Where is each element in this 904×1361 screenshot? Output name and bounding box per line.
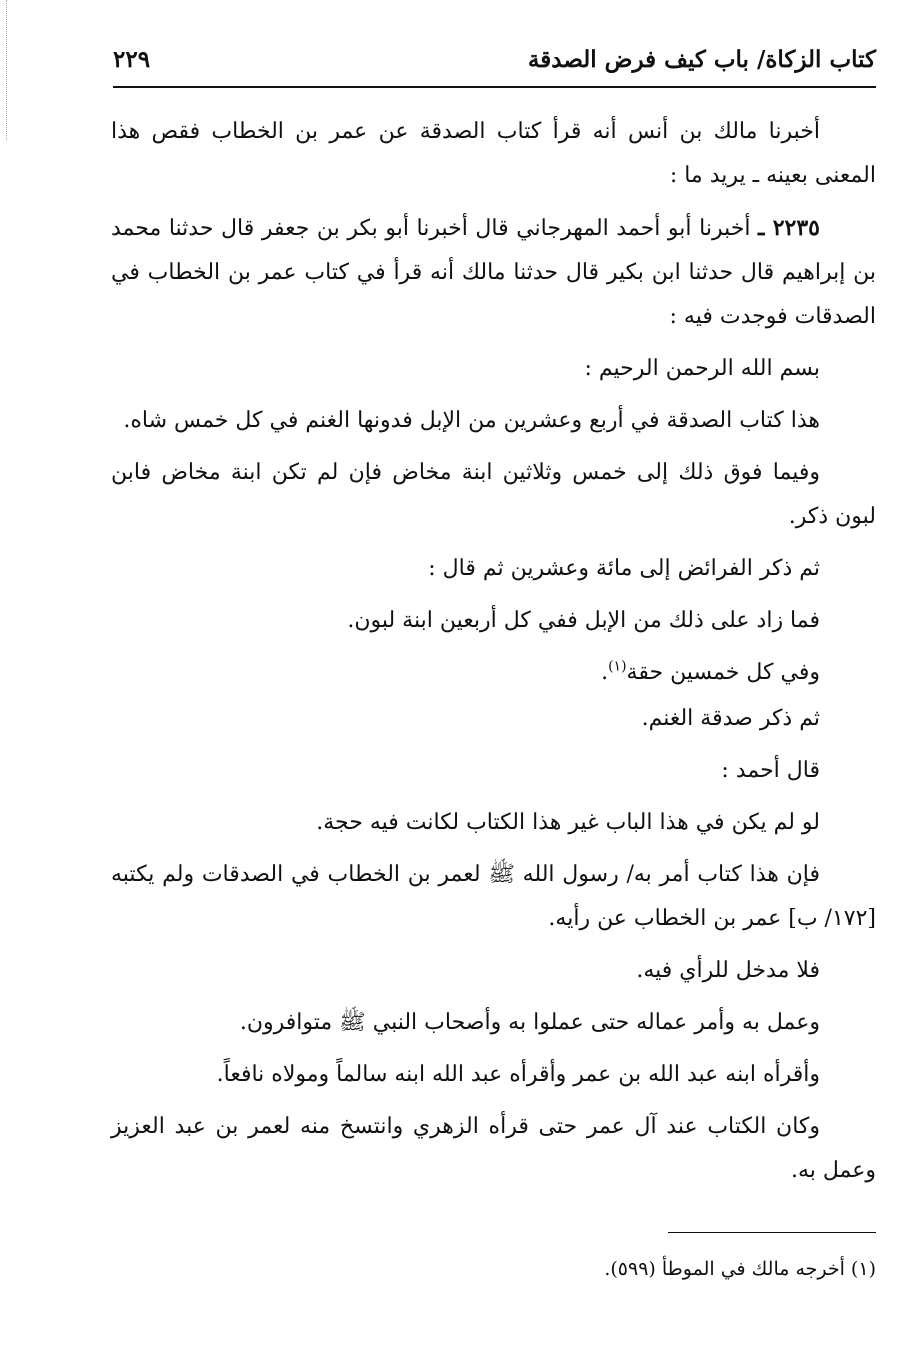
paragraph: لو لم يكن في هذا الباب غير هذا الكتاب لكانت فيه حجة. <box>316 810 820 835</box>
paragraph: هذا كتاب الصدقة في أربع وعشرين من الإبل فدونها الغنم في كل خمس شاه. <box>123 408 820 433</box>
hadith-number: ٢٢٣٥ ـ <box>758 215 820 241</box>
paragraph: ثم ذكر الفرائض إلى مائة وعشرين ثم قال : <box>428 556 820 581</box>
hadith-paragraph: ٢٢٣٥ ـ أخبرنا أبو أحمد المهرجاني قال أخبرنا أبو بكر بن جعفر قال حدثنا محمد بن إبراهيم قال حدثنا ابن بكير قال حدثنا مالك أنه قرأ في كتاب عمر بن الخطاب في الصدقات فوجدت فيه : <box>111 215 876 329</box>
footnote: (١) أخرجه مالك في الموطأ (٥٩٩). <box>604 1258 876 1280</box>
paragraph: وكان الكتاب عند آل عمر حتى قرأه الزهري وانتسخ منه لعمر بن عبد العزيز وعمل به. <box>111 1114 876 1183</box>
paragraph: وفيما فوق ذلك إلى خمس وثلاثين ابنة مخاض فإن لم تكن ابنة مخاض فابن لبون ذكر. <box>111 460 876 529</box>
running-header-title: كتاب الزكاة/ باب كيف فرض الصدقة <box>527 46 876 73</box>
paragraph: فلا مدخل للرأي فيه. <box>636 958 820 983</box>
folio-marker: [١٧٢/ ب] <box>781 906 876 931</box>
paragraph: قال أحمد : <box>721 758 820 783</box>
running-header <box>113 40 876 88</box>
paragraph: وفي كل خمسين حقة$^{(١)}$. <box>601 658 820 685</box>
paragraph: فإن هذا كتاب أمر به/ رسول الله ﷺ لعمر بن الخطاب في الصدقات ولم يكتبه [١٧٢/ ب] عمر بن الخطاب عن رأيه. <box>111 862 876 931</box>
footnote-separator <box>668 1232 876 1233</box>
paragraph: وأقرأه ابنه عبد الله بن عمر وأقرأه عبد الله ابنه سالماً ومولاه نافعاً. <box>216 1062 820 1087</box>
paragraph: وعمل به وأمر عماله حتى عملوا به وأصحاب النبي ﷺ متوافرون. <box>239 1010 820 1035</box>
footnote-reference: (١) <box>608 658 627 675</box>
main-text <box>111 110 876 1201</box>
paragraph: بسم الله الرحمن الرحيم : <box>584 356 820 381</box>
paragraph: فما زاد على ذلك من الإبل ففي كل أربعين ابنة لبون. <box>347 608 820 633</box>
paragraph: ثم ذكر صدقة الغنم. <box>641 706 820 731</box>
scan-edge-mark <box>6 0 8 140</box>
page-number: ٢٢٩ <box>113 46 151 73</box>
paragraph: أخبرنا مالك بن أنس أنه قرأ كتاب الصدقة عن عمر بن الخطاب فقص هذا المعنى بعينه ـ يريد ما : <box>111 119 876 188</box>
